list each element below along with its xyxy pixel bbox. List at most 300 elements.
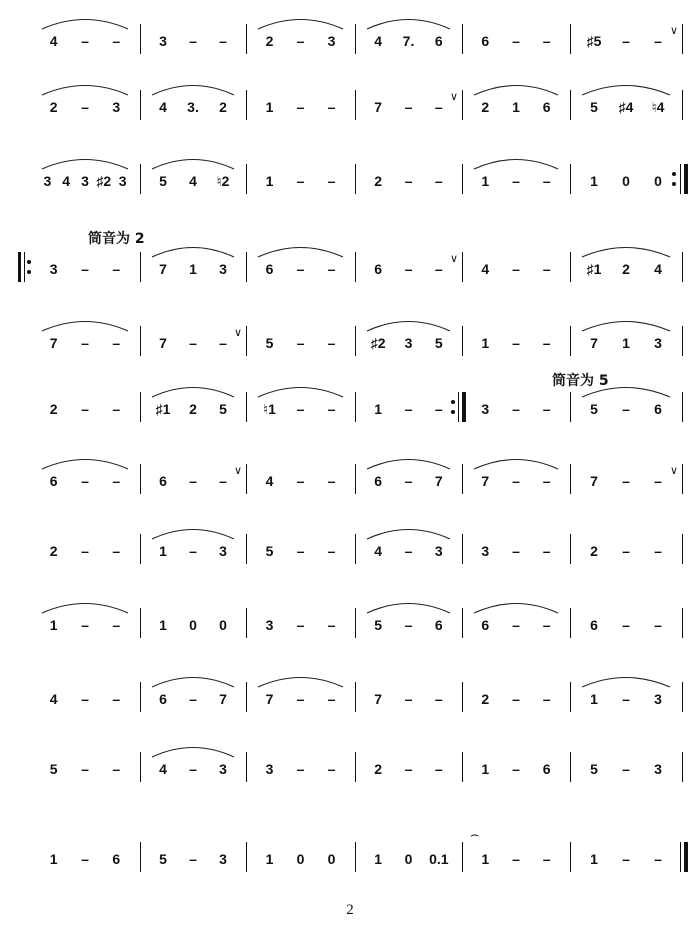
slur-arc xyxy=(363,316,454,332)
dash-extension: – xyxy=(296,99,305,115)
slur-arc xyxy=(363,598,454,614)
slur-arc xyxy=(38,14,132,30)
measure xyxy=(148,465,243,492)
note: 6 xyxy=(49,473,58,489)
note: 2 xyxy=(481,99,490,115)
bar-line xyxy=(140,534,141,564)
bar-line xyxy=(355,392,356,422)
measure xyxy=(363,30,454,52)
note: 3 xyxy=(219,261,227,277)
dash-extension: – xyxy=(622,543,630,559)
dash-extension: – xyxy=(112,261,121,277)
note: 0.1 xyxy=(429,851,449,867)
note: 4 xyxy=(374,543,383,559)
bar-line xyxy=(355,608,356,638)
bar-line xyxy=(570,164,571,194)
dash-extension: – xyxy=(654,617,662,633)
dash-extension: – xyxy=(512,261,520,277)
slur-arc xyxy=(254,382,347,398)
measure xyxy=(148,848,238,870)
measure xyxy=(148,540,238,562)
bar-line xyxy=(355,24,356,54)
note: 5 xyxy=(159,851,167,867)
dash-extension: – xyxy=(112,473,121,489)
note: 5 xyxy=(49,761,58,777)
note: 6 xyxy=(374,261,383,277)
note: 6 xyxy=(434,617,443,633)
dash-extension: – xyxy=(404,99,413,115)
dash-extension: – xyxy=(542,617,551,633)
dash-extension: – xyxy=(512,173,520,189)
slur-arc xyxy=(148,672,238,688)
note: 1 xyxy=(622,335,630,351)
staff-row xyxy=(0,160,700,200)
dash-extension: – xyxy=(654,851,662,867)
bar-line xyxy=(246,464,247,494)
breath-mark-icon: ∨ xyxy=(234,465,243,477)
note: 3 xyxy=(118,173,127,189)
note: 7 xyxy=(590,335,598,351)
measure xyxy=(38,398,132,420)
dash-extension: – xyxy=(434,761,443,777)
note: ♯5 xyxy=(586,33,602,49)
slur-arc xyxy=(470,80,562,96)
dash-extension: – xyxy=(404,261,413,277)
measure xyxy=(38,332,132,354)
note: 1 xyxy=(159,617,167,633)
note: 6 xyxy=(654,401,662,417)
dash-extension: – xyxy=(219,335,227,351)
note: 3 xyxy=(404,335,413,351)
bar-line xyxy=(462,164,463,194)
measure xyxy=(254,332,347,354)
bar-line xyxy=(462,90,463,120)
staff-row xyxy=(0,826,700,878)
note: 3 xyxy=(654,335,662,351)
bar-line xyxy=(140,164,141,194)
dash-extension: – xyxy=(542,543,551,559)
dash-extension: – xyxy=(404,401,413,417)
note: 0 xyxy=(327,851,336,867)
slur-arc xyxy=(254,242,347,258)
note: 3 xyxy=(481,401,490,417)
bar-line xyxy=(355,326,356,356)
bar-line xyxy=(140,842,141,872)
dash-extension: – xyxy=(81,335,89,351)
bar-line xyxy=(570,464,571,494)
measure xyxy=(470,258,562,280)
note: 3 xyxy=(43,173,52,189)
bar-line xyxy=(570,90,571,120)
note: 1 xyxy=(590,851,598,867)
note: 1 xyxy=(189,261,197,277)
note: 7 xyxy=(590,473,598,489)
note: 5 xyxy=(265,543,274,559)
note: 1 xyxy=(481,335,490,351)
dash-extension: – xyxy=(622,691,630,707)
dash-extension: – xyxy=(327,617,336,633)
dash-extension: – xyxy=(622,851,630,867)
note: 5 xyxy=(590,401,598,417)
slur-arc xyxy=(38,80,132,96)
dash-extension: – xyxy=(512,617,520,633)
note: 4 xyxy=(49,33,58,49)
repeat-dots xyxy=(27,256,31,278)
note: 3 xyxy=(112,99,121,115)
measure xyxy=(470,96,562,118)
note: 3 xyxy=(81,173,89,189)
slur-arc xyxy=(38,454,132,470)
note: 2 xyxy=(481,691,490,707)
measure xyxy=(254,170,347,192)
measure xyxy=(254,758,347,780)
measure xyxy=(578,540,674,562)
note: 6 xyxy=(481,33,490,49)
dash-extension: – xyxy=(219,473,227,489)
measure xyxy=(148,327,243,354)
page-number: 2 xyxy=(346,902,354,918)
dash-extension: – xyxy=(542,401,551,417)
note: 6 xyxy=(112,851,121,867)
note: 6 xyxy=(159,473,167,489)
bar-line xyxy=(570,752,571,782)
measure xyxy=(470,540,562,562)
dash-extension: – xyxy=(81,761,89,777)
dash-extension: – xyxy=(512,691,520,707)
slur-arc xyxy=(148,382,238,398)
dash-extension: – xyxy=(327,99,336,115)
note: 0 xyxy=(654,173,662,189)
measure xyxy=(148,614,238,636)
slur-arc xyxy=(578,316,674,332)
dash-extension: – xyxy=(434,401,443,417)
dash-extension: – xyxy=(112,691,121,707)
note: 1 xyxy=(265,851,274,867)
bar-line xyxy=(682,252,683,282)
bar-line xyxy=(462,24,463,54)
dash-extension: – xyxy=(327,335,336,351)
measure xyxy=(578,258,674,280)
dash-extension: – xyxy=(327,261,336,277)
note: 1 xyxy=(265,173,274,189)
dash-extension: – xyxy=(189,473,197,489)
note: ♯2 xyxy=(370,335,386,351)
bar-line xyxy=(570,842,571,872)
note: 1 xyxy=(481,761,490,777)
note: 5 xyxy=(590,99,598,115)
bar-line xyxy=(140,252,141,282)
measure xyxy=(38,96,132,118)
breath-mark-icon: ∨ xyxy=(670,465,679,477)
slur-arc xyxy=(363,454,454,470)
dash-extension: – xyxy=(219,33,227,49)
note: 2 xyxy=(49,401,58,417)
measure xyxy=(363,332,454,354)
dash-extension: – xyxy=(327,473,336,489)
bar-line xyxy=(246,608,247,638)
bar-line xyxy=(246,752,247,782)
measure xyxy=(148,30,238,52)
staff-row xyxy=(0,388,700,428)
dash-extension: – xyxy=(654,33,662,49)
note: 3 xyxy=(265,761,274,777)
staff-row xyxy=(0,248,700,288)
note: 3 xyxy=(219,761,227,777)
note: 4 xyxy=(481,261,490,277)
dash-extension: – xyxy=(81,261,89,277)
note: 0 xyxy=(404,851,413,867)
note: ♮2 xyxy=(216,173,230,189)
dash-extension: – xyxy=(512,401,520,417)
note: 3 xyxy=(49,261,58,277)
dash-extension: – xyxy=(512,33,520,49)
note: 6 xyxy=(265,261,274,277)
bar-line xyxy=(682,608,683,638)
bar-line xyxy=(462,752,463,782)
dash-extension: – xyxy=(112,543,121,559)
bar-line xyxy=(246,842,247,872)
note: 7 xyxy=(374,99,383,115)
dash-extension: – xyxy=(112,33,121,49)
dash-extension: – xyxy=(327,543,336,559)
measure xyxy=(470,170,562,192)
repeat-end-barline xyxy=(458,392,466,422)
note: 4 xyxy=(159,99,167,115)
measure xyxy=(38,170,132,192)
note: 6 xyxy=(481,617,490,633)
slur-arc xyxy=(363,14,454,30)
measure xyxy=(38,848,132,870)
dash-extension: – xyxy=(512,335,520,351)
note: 7 xyxy=(434,473,443,489)
measure xyxy=(38,614,132,636)
bar-line xyxy=(246,252,247,282)
note: 1 xyxy=(590,173,598,189)
measure xyxy=(470,688,562,710)
note: 7 xyxy=(219,691,227,707)
breath-mark-icon: ∨ xyxy=(450,253,459,265)
dash-extension: – xyxy=(81,473,89,489)
repeat-dots xyxy=(451,396,455,418)
measure xyxy=(470,826,562,870)
note: 2 xyxy=(374,173,383,189)
measure xyxy=(38,470,132,492)
staff-row xyxy=(0,530,700,570)
note: 5 xyxy=(265,335,274,351)
bar-line xyxy=(140,24,141,54)
dash-extension: – xyxy=(296,261,305,277)
staff-row xyxy=(0,86,700,126)
staff-row xyxy=(0,460,700,500)
measure xyxy=(363,614,454,636)
note: 3. xyxy=(187,99,199,115)
dash-extension: – xyxy=(327,401,336,417)
note: 6 xyxy=(590,617,598,633)
slur-arc xyxy=(254,14,347,30)
measure xyxy=(254,688,347,710)
bar-line xyxy=(570,392,571,422)
bar-line xyxy=(682,90,683,120)
dash-extension: – xyxy=(189,851,197,867)
measure xyxy=(578,398,674,420)
dash-extension: – xyxy=(542,173,551,189)
note: 3 xyxy=(159,33,167,49)
dash-extension: – xyxy=(296,761,305,777)
note: 2 xyxy=(374,761,383,777)
measure xyxy=(38,688,132,710)
bar-line xyxy=(140,392,141,422)
bar-line xyxy=(462,842,463,872)
measure xyxy=(363,540,454,562)
slur-arc xyxy=(470,154,562,170)
note: 1 xyxy=(512,99,520,115)
measure xyxy=(38,540,132,562)
note: 6 xyxy=(374,473,383,489)
measure xyxy=(148,758,238,780)
measure xyxy=(363,253,459,280)
measure xyxy=(578,332,674,354)
measure xyxy=(578,96,674,118)
staff-row xyxy=(0,20,700,60)
dash-extension: – xyxy=(112,401,121,417)
measure xyxy=(254,540,347,562)
measure xyxy=(254,614,347,636)
note: 6 xyxy=(159,691,167,707)
note: ♯4 xyxy=(618,99,634,115)
bar-line xyxy=(355,164,356,194)
slur-arc xyxy=(148,742,238,758)
note: 3 xyxy=(654,761,662,777)
bar-line xyxy=(246,164,247,194)
dash-extension: – xyxy=(189,691,197,707)
bar-line xyxy=(355,90,356,120)
bar-line xyxy=(355,534,356,564)
measure xyxy=(254,848,347,870)
bar-line xyxy=(462,534,463,564)
staff-row xyxy=(0,678,700,718)
note: 3 xyxy=(654,691,662,707)
staff-row xyxy=(0,322,700,362)
slur-arc xyxy=(578,80,674,96)
note: 3 xyxy=(327,33,336,49)
measure xyxy=(470,470,562,492)
note: 2 xyxy=(49,543,58,559)
tuning-annotation: 筒音为 5 xyxy=(552,373,609,389)
slur-arc xyxy=(363,524,454,540)
tuning-annotation: 筒音为 2 xyxy=(88,231,145,247)
measure xyxy=(578,614,674,636)
note: ♯1 xyxy=(155,401,171,417)
slur-arc xyxy=(470,454,562,470)
dash-extension: – xyxy=(404,543,413,559)
measure xyxy=(148,688,238,710)
slur-arc xyxy=(254,672,347,688)
note: 4 xyxy=(159,761,167,777)
measure xyxy=(254,398,347,420)
dash-extension: – xyxy=(542,33,551,49)
breath-mark-icon: ∨ xyxy=(670,25,679,37)
measure xyxy=(148,96,238,118)
bar-line xyxy=(570,252,571,282)
measure xyxy=(363,170,454,192)
bar-line xyxy=(246,90,247,120)
slur-arc xyxy=(470,598,562,614)
dash-extension: – xyxy=(542,691,551,707)
note: 4 xyxy=(62,173,71,189)
measure xyxy=(578,758,674,780)
note: 1 xyxy=(374,851,383,867)
bar-line xyxy=(140,90,141,120)
measure xyxy=(470,30,562,52)
note: 1 xyxy=(374,401,383,417)
note: 6 xyxy=(542,761,551,777)
staff-row xyxy=(0,748,700,788)
bar-line xyxy=(462,682,463,712)
note: 1 xyxy=(159,543,167,559)
bar-line xyxy=(570,24,571,54)
bar-line xyxy=(140,464,141,494)
measure xyxy=(578,25,679,52)
measure xyxy=(254,30,347,52)
bar-line xyxy=(355,252,356,282)
dash-extension: – xyxy=(327,691,336,707)
note: 1 xyxy=(590,691,598,707)
measure xyxy=(38,30,132,52)
dash-extension: – xyxy=(434,261,443,277)
note: 2 xyxy=(219,99,227,115)
bar-line xyxy=(140,608,141,638)
dash-extension: – xyxy=(81,99,89,115)
note: 7. xyxy=(402,33,415,49)
note: 7 xyxy=(49,335,58,351)
note: 5 xyxy=(219,401,227,417)
dash-extension: – xyxy=(112,617,121,633)
bar-line xyxy=(682,326,683,356)
bar-line xyxy=(682,682,683,712)
note: ♮1 xyxy=(263,401,276,417)
measure xyxy=(363,398,454,420)
dash-extension: – xyxy=(112,761,121,777)
dash-extension: – xyxy=(296,33,305,49)
dash-extension: – xyxy=(81,401,89,417)
measure xyxy=(578,848,674,870)
measure xyxy=(254,470,347,492)
dash-extension: – xyxy=(81,617,89,633)
measure xyxy=(470,398,562,420)
note: 1 xyxy=(265,99,274,115)
dash-extension: – xyxy=(622,473,630,489)
dash-extension: – xyxy=(622,761,630,777)
measure xyxy=(470,758,562,780)
bar-line xyxy=(682,534,683,564)
dash-extension: – xyxy=(296,401,305,417)
note: 5 xyxy=(374,617,383,633)
repeat-start-barline xyxy=(18,252,25,282)
note: 4 xyxy=(654,261,662,277)
bar-line xyxy=(462,326,463,356)
dash-extension: – xyxy=(622,401,630,417)
note: ♯1 xyxy=(586,261,602,277)
dash-extension: – xyxy=(296,173,305,189)
bar-line xyxy=(462,464,463,494)
bar-line xyxy=(140,752,141,782)
note: ♮4 xyxy=(651,99,665,115)
dash-extension: – xyxy=(404,473,413,489)
bar-line xyxy=(682,464,683,494)
bar-line xyxy=(682,752,683,782)
breath-mark-icon: ∨ xyxy=(450,91,459,103)
breath-mark-icon: ∨ xyxy=(234,327,243,339)
